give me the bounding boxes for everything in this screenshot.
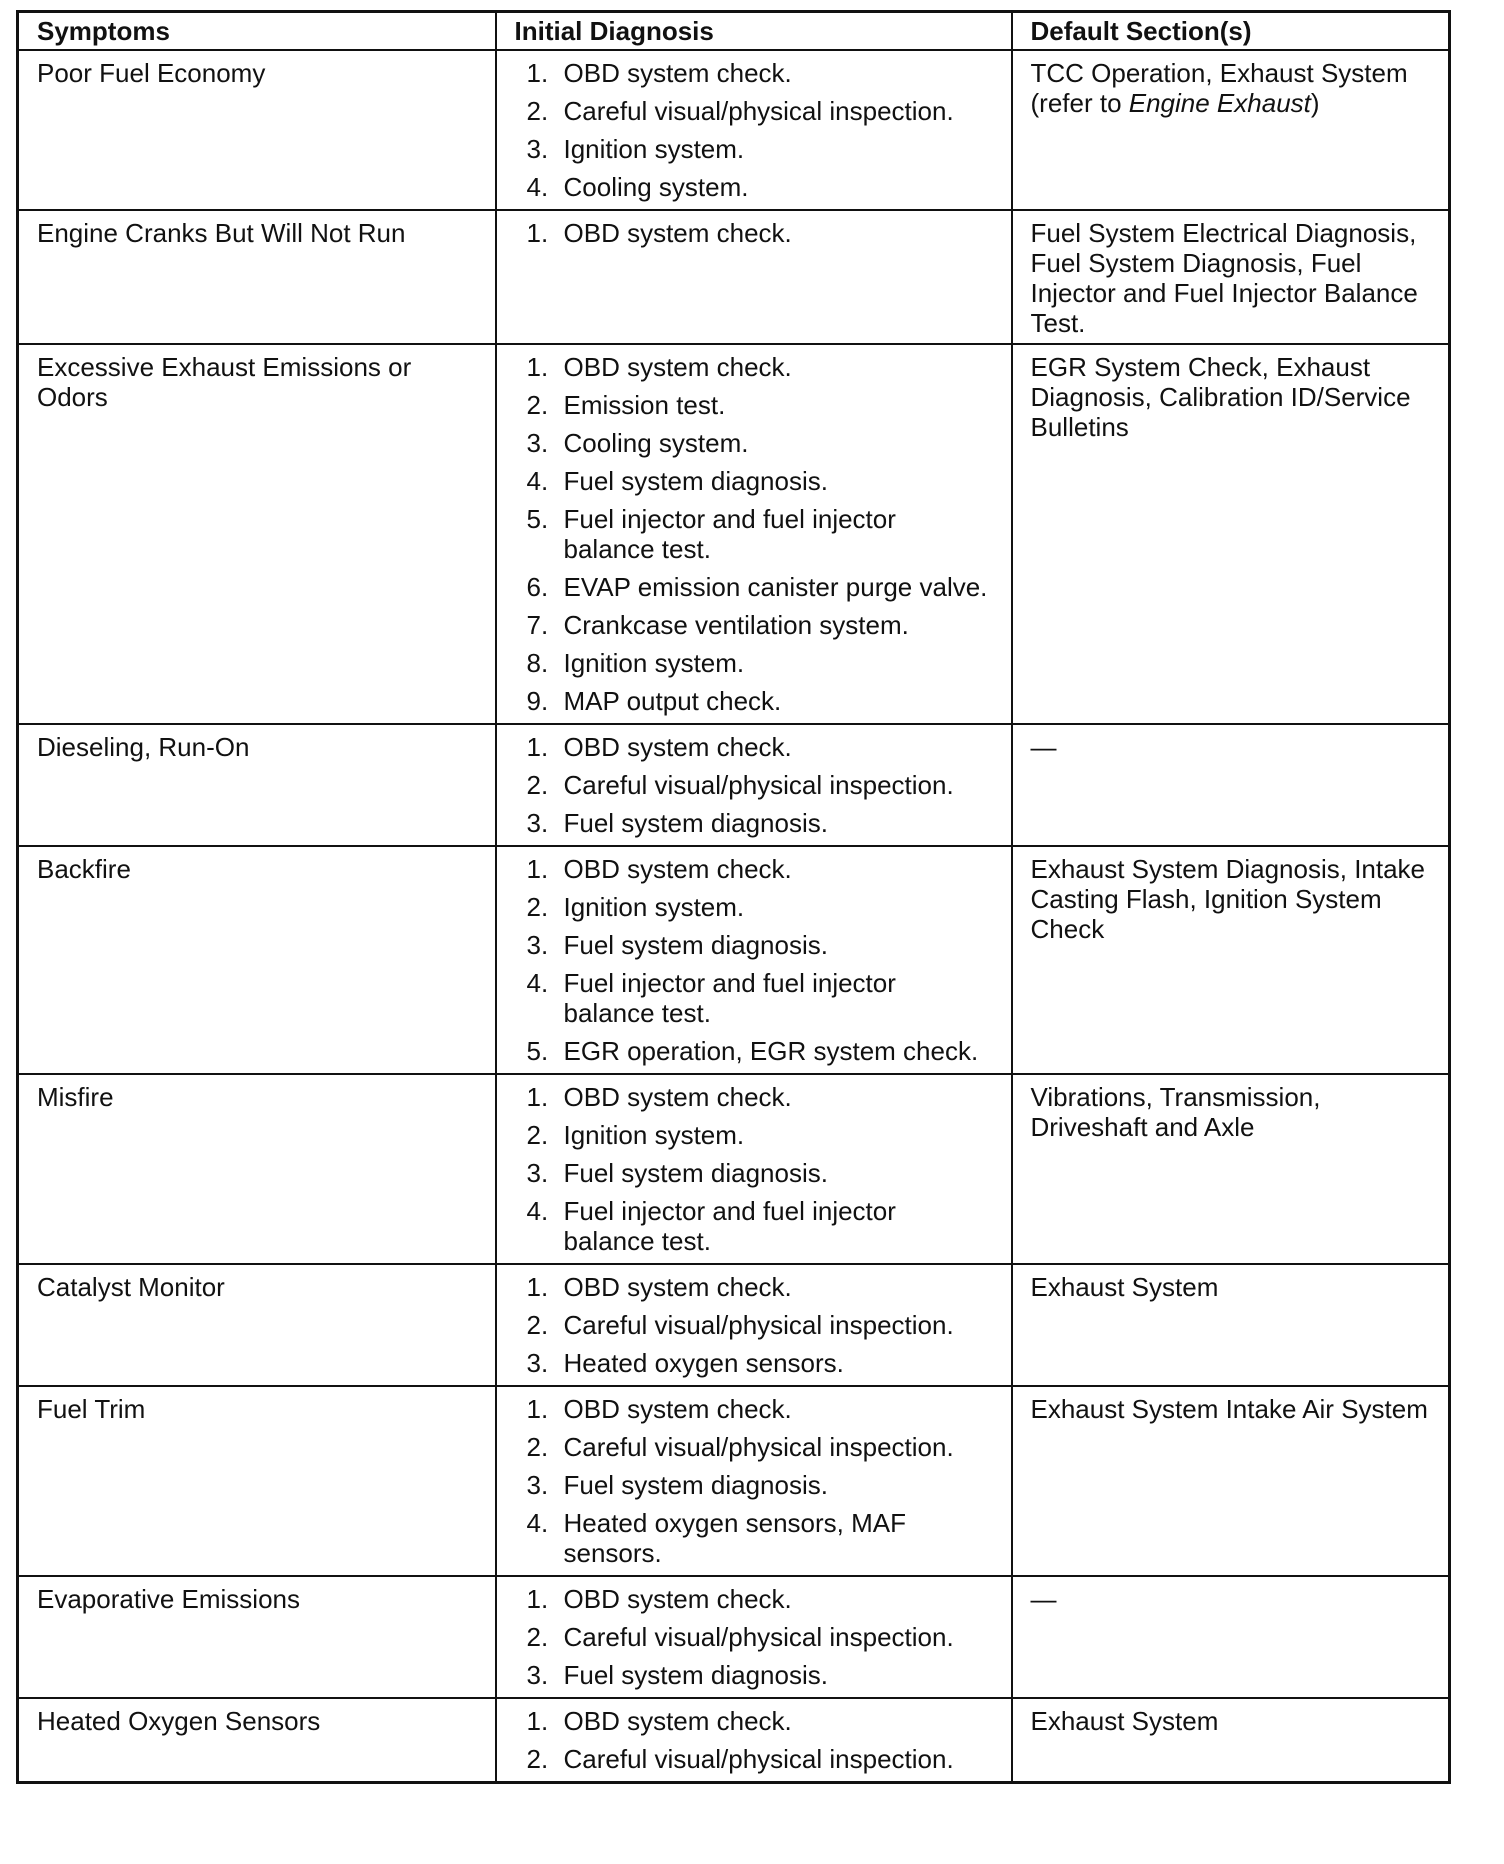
- step-text: Careful visual/physical inspection.: [563, 96, 954, 126]
- default-sections-cell: Exhaust System Intake Air System: [1012, 1386, 1450, 1576]
- symptom-cell: Misfire: [18, 1074, 496, 1264]
- default-sections-cell: [1012, 724, 1450, 846]
- initial-diagnosis-cell: [496, 1074, 1012, 1264]
- step-text: OBD system check.: [563, 854, 792, 884]
- table-row: [18, 1576, 1450, 1698]
- step-number: 3.: [526, 808, 549, 838]
- step-text: Fuel injector and fuel injector balance test.: [563, 504, 896, 564]
- diagnosis-steps-list: [515, 1394, 993, 1568]
- step-number: 9.: [526, 686, 549, 716]
- step-number: 4.: [526, 1508, 549, 1538]
- step-number: 2.: [526, 1310, 549, 1340]
- step-text: Careful visual/physical inspection.: [563, 1310, 954, 1340]
- step-text: Careful visual/physical inspection.: [563, 1744, 954, 1774]
- diagnosis-step: [515, 1310, 993, 1340]
- diagnosis-step: [515, 1706, 993, 1736]
- initial-diagnosis-cell: [496, 724, 1012, 846]
- initial-diagnosis-cell: [496, 1576, 1012, 1698]
- step-number: 2.: [526, 96, 549, 126]
- step-number: 2.: [526, 1120, 549, 1150]
- diagnosis-steps-list: [515, 1272, 993, 1378]
- step-text: Cooling system.: [563, 172, 749, 202]
- diagnosis-step: [515, 770, 993, 800]
- step-number: 2.: [526, 1744, 549, 1774]
- diagnosis-step: [515, 1394, 993, 1424]
- diagnosis-step: [515, 1082, 993, 1112]
- diagnosis-step: [515, 686, 993, 716]
- step-number: 2.: [526, 770, 549, 800]
- diagnosis-step: [515, 1036, 993, 1066]
- step-number: 1.: [526, 58, 549, 88]
- em-dash-placeholder: —: [1030, 732, 1057, 762]
- step-number: 3.: [526, 1470, 549, 1500]
- column-header-initial-diagnosis: Initial Diagnosis: [496, 12, 1012, 51]
- diagnosis-step: [515, 96, 993, 126]
- step-number: 5.: [526, 504, 549, 534]
- step-number: 7.: [526, 610, 549, 640]
- step-number: 1.: [526, 1584, 549, 1614]
- initial-diagnosis-cell: [496, 344, 1012, 724]
- table-row: [18, 1074, 1450, 1264]
- step-text: OBD system check.: [563, 352, 792, 382]
- diagnosis-step: [515, 968, 993, 1028]
- symptom-cell: Backfire: [18, 846, 496, 1074]
- step-text: OBD system check.: [563, 1272, 792, 1302]
- step-text: Ignition system.: [563, 134, 745, 164]
- default-sections-cell: [1012, 1576, 1450, 1698]
- step-text: Heated oxygen sensors, MAF sensors.: [563, 1508, 906, 1568]
- step-text: Careful visual/physical inspection.: [563, 1432, 954, 1462]
- initial-diagnosis-cell: [496, 210, 1012, 344]
- table-row: [18, 1264, 1450, 1386]
- symptom-cell: Excessive Exhaust Emissions or Odors: [18, 344, 496, 724]
- diagnosis-step: [515, 1508, 993, 1568]
- diagnosis-step: [515, 172, 993, 202]
- step-text: Heated oxygen sensors.: [563, 1348, 844, 1378]
- step-number: 3.: [526, 1158, 549, 1188]
- default-sections-cell: Vibrations, Transmission, Driveshaft and Axle: [1012, 1074, 1450, 1264]
- diagnosis-step: [515, 1348, 993, 1378]
- step-text: Fuel system diagnosis.: [563, 808, 828, 838]
- step-text: OBD system check.: [563, 1394, 792, 1424]
- column-header-default-sections: Default Section(s): [1012, 12, 1450, 51]
- step-number: 1.: [526, 854, 549, 884]
- default-sections-cell: [1012, 50, 1450, 210]
- initial-diagnosis-cell: [496, 1264, 1012, 1386]
- diagnosis-step: [515, 1158, 993, 1188]
- step-text: Ignition system.: [563, 1120, 745, 1150]
- initial-diagnosis-cell: [496, 1386, 1012, 1576]
- diagnosis-step: [515, 1470, 993, 1500]
- symptom-cell: Engine Cranks But Will Not Run: [18, 210, 496, 344]
- step-number: 6.: [526, 572, 549, 602]
- diagnosis-step: [515, 930, 993, 960]
- step-text: Ignition system.: [563, 648, 745, 678]
- step-text: OBD system check.: [563, 218, 792, 248]
- table-header-row: [18, 12, 1450, 51]
- table-row: [18, 1386, 1450, 1576]
- diagnosis-step: [515, 610, 993, 640]
- step-number: 4.: [526, 968, 549, 998]
- diagnosis-step: [515, 1622, 993, 1652]
- step-number: 3.: [526, 428, 549, 458]
- symptom-cell: Heated Oxygen Sensors: [18, 1698, 496, 1783]
- diagnosis-steps-list: [515, 352, 993, 716]
- diagnosis-steps-list: [515, 218, 993, 248]
- initial-diagnosis-cell: [496, 50, 1012, 210]
- diagnosis-step: [515, 1744, 993, 1774]
- step-text: Fuel system diagnosis.: [563, 466, 828, 496]
- step-number: 1.: [526, 1082, 549, 1112]
- step-number: 1.: [526, 1706, 549, 1736]
- step-text: Cooling system.: [563, 428, 749, 458]
- step-text: Fuel system diagnosis.: [563, 1158, 828, 1188]
- table-row: [18, 724, 1450, 846]
- step-text: Fuel injector and fuel injector balance test.: [563, 1196, 896, 1256]
- default-sections-cell: Fuel System Electrical Diagnosis, Fuel System Diagnosis, Fuel Injector and Fuel Injector Balance Test.: [1012, 210, 1450, 344]
- step-number: 1.: [526, 218, 549, 248]
- step-text: OBD system check.: [563, 1082, 792, 1112]
- step-number: 2.: [526, 1432, 549, 1462]
- default-sections-text: TCC Operation, Exhaust System (refer to: [1030, 58, 1408, 118]
- diagnosis-step: [515, 1272, 993, 1302]
- step-text: OBD system check.: [563, 1584, 792, 1614]
- diagnosis-steps-list: [515, 1584, 993, 1690]
- step-text: Fuel system diagnosis.: [563, 1470, 828, 1500]
- step-number: 1.: [526, 1394, 549, 1424]
- diagnosis-step: [515, 390, 993, 420]
- step-text: Crankcase ventilation system.: [563, 610, 909, 640]
- default-sections-close: ): [1310, 88, 1320, 118]
- diagnosis-step: [515, 648, 993, 678]
- initial-diagnosis-cell: [496, 1698, 1012, 1783]
- step-number: 5.: [526, 1036, 549, 1066]
- step-number: 1.: [526, 1272, 549, 1302]
- step-number: 3.: [526, 930, 549, 960]
- default-sections-reference: Engine Exhaust: [1128, 88, 1311, 118]
- document-page: [16, 10, 1448, 1784]
- step-number: 3.: [526, 1348, 549, 1378]
- step-text: Fuel system diagnosis.: [563, 930, 828, 960]
- step-text: OBD system check.: [563, 58, 792, 88]
- diagnosis-step: [515, 1120, 993, 1150]
- diagnosis-step: [515, 58, 993, 88]
- step-text: Emission test.: [563, 390, 726, 420]
- diagnosis-steps-list: [515, 732, 993, 838]
- step-text: Fuel injector and fuel injector balance test.: [563, 968, 896, 1028]
- table-row: [18, 344, 1450, 724]
- step-text: Careful visual/physical inspection.: [563, 1622, 954, 1652]
- step-text: MAP output check.: [563, 686, 782, 716]
- diagnosis-step: [515, 352, 993, 382]
- symptom-cell: Catalyst Monitor: [18, 1264, 496, 1386]
- symptom-cell: Poor Fuel Economy: [18, 50, 496, 210]
- step-text: Ignition system.: [563, 892, 745, 922]
- symptom-cell: Dieseling, Run-On: [18, 724, 496, 846]
- diagnosis-step: [515, 134, 993, 164]
- symptom-diagnosis-table: [16, 10, 1451, 1784]
- step-text: Careful visual/physical inspection.: [563, 770, 954, 800]
- step-number: 3.: [526, 1660, 549, 1690]
- em-dash-placeholder: —: [1030, 1584, 1057, 1614]
- step-number: 8.: [526, 648, 549, 678]
- diagnosis-step: [515, 572, 993, 602]
- initial-diagnosis-cell: [496, 846, 1012, 1074]
- diagnosis-step: [515, 732, 993, 762]
- diagnosis-step: [515, 428, 993, 458]
- default-sections-cell: Exhaust System: [1012, 1698, 1450, 1783]
- step-number: 2.: [526, 1622, 549, 1652]
- diagnosis-step: [515, 218, 993, 248]
- diagnosis-step: [515, 808, 993, 838]
- diagnosis-steps-list: [515, 854, 993, 1066]
- step-text: Fuel system diagnosis.: [563, 1660, 828, 1690]
- column-header-symptoms: Symptoms: [18, 12, 496, 51]
- table-row: [18, 846, 1450, 1074]
- default-sections-cell: Exhaust System: [1012, 1264, 1450, 1386]
- step-number: 3.: [526, 134, 549, 164]
- diagnosis-step: [515, 892, 993, 922]
- diagnosis-steps-list: [515, 1082, 993, 1256]
- step-number: 1.: [526, 352, 549, 382]
- diagnosis-steps-list: [515, 58, 993, 202]
- step-number: 4.: [526, 466, 549, 496]
- diagnosis-steps-list: [515, 1706, 993, 1774]
- step-number: 2.: [526, 892, 549, 922]
- step-text: OBD system check.: [563, 732, 792, 762]
- diagnosis-step: [515, 1196, 993, 1256]
- table-row: [18, 210, 1450, 344]
- step-number: 2.: [526, 390, 549, 420]
- symptom-cell: Fuel Trim: [18, 1386, 496, 1576]
- diagnosis-step: [515, 466, 993, 496]
- default-sections-cell: Exhaust System Diagnosis, Intake Casting Flash, Ignition System Check: [1012, 846, 1450, 1074]
- diagnosis-step: [515, 504, 993, 564]
- step-number: 1.: [526, 732, 549, 762]
- step-number: 4.: [526, 1196, 549, 1226]
- diagnosis-step: [515, 1432, 993, 1462]
- diagnosis-step: [515, 1584, 993, 1614]
- symptom-cell: Evaporative Emissions: [18, 1576, 496, 1698]
- step-number: 4.: [526, 172, 549, 202]
- default-sections-cell: EGR System Check, Exhaust Diagnosis, Calibration ID/Service Bulletins: [1012, 344, 1450, 724]
- table-row: [18, 1698, 1450, 1783]
- table-row: [18, 50, 1450, 210]
- diagnosis-step: [515, 1660, 993, 1690]
- step-text: EGR operation, EGR system check.: [563, 1036, 979, 1066]
- step-text: EVAP emission canister purge valve.: [563, 572, 988, 602]
- step-text: OBD system check.: [563, 1706, 792, 1736]
- diagnosis-step: [515, 854, 993, 884]
